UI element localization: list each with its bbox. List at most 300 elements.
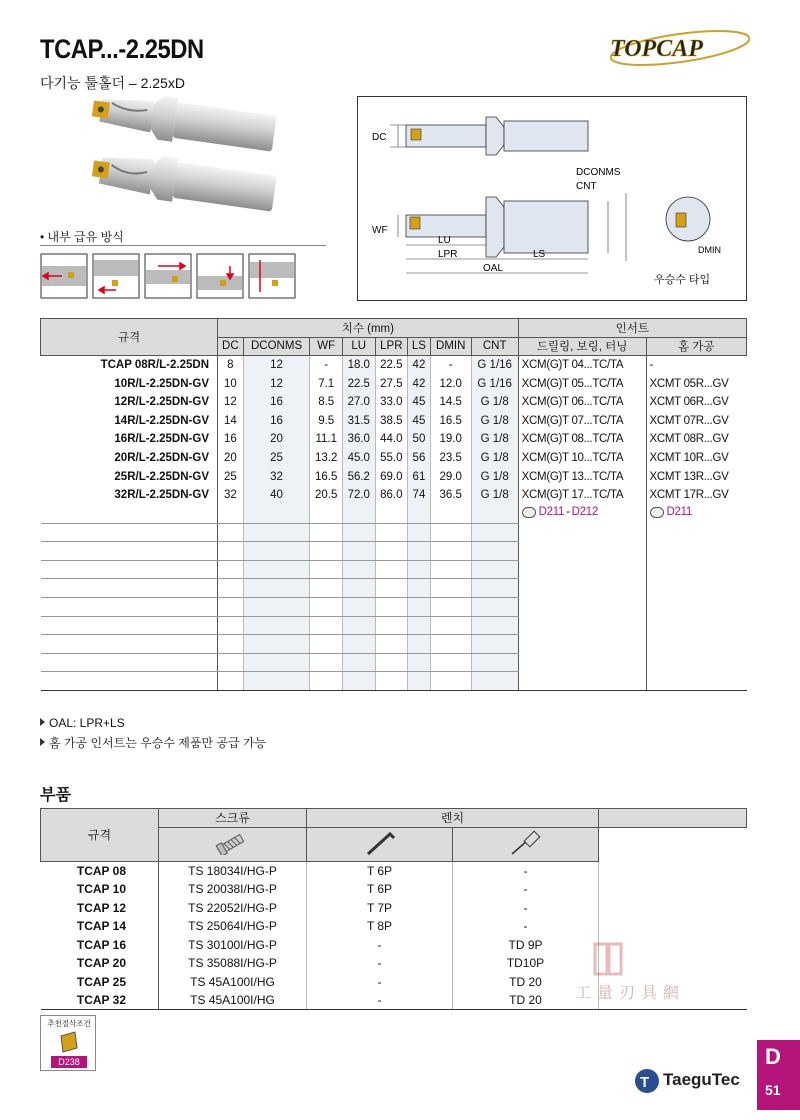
col-insert-0: 드릴링, 보링, 터닝 — [518, 337, 646, 356]
cell-ins2 — [646, 597, 747, 616]
row-code — [41, 597, 218, 616]
cell-dconms — [243, 616, 310, 635]
cell-wf — [310, 616, 343, 635]
cell-code: TCAP 10 — [41, 880, 159, 899]
cell-dconms: 40 — [243, 486, 310, 505]
cell-w1: - — [307, 973, 453, 992]
product-photo — [80, 92, 310, 227]
empty-row — [41, 560, 747, 579]
cell-ins2 — [646, 579, 747, 598]
cell-lu: 22.5 — [342, 374, 375, 393]
cell-ins2 — [646, 542, 747, 561]
cell-cnt — [471, 597, 518, 616]
cell-ins2 — [646, 672, 747, 691]
watermark-text: 工量刃具網 — [575, 983, 686, 1002]
cell-dc: 8 — [218, 356, 244, 375]
col-dc: DC — [218, 337, 244, 356]
cell-w2: TD 20 — [453, 991, 599, 1010]
cell-lu: 18.0 — [342, 356, 375, 375]
cell-wf: 9.5 — [310, 411, 343, 430]
cell-lu: 27.0 — [342, 393, 375, 412]
cell-code: TCAP 14 — [41, 917, 159, 936]
row-code: TCAP 08R/L-2.25DN — [41, 356, 218, 375]
cell-lpr — [375, 653, 408, 672]
cell-ls: 45 — [408, 411, 431, 430]
cell-cnt: G 1/8 — [471, 467, 518, 486]
cell-dc — [218, 653, 244, 672]
cell-ins1 — [518, 672, 646, 691]
cell-w1: - — [307, 991, 453, 1010]
cell-ins1 — [518, 560, 646, 579]
cell-ls: 42 — [408, 356, 431, 375]
cell-ls: 50 — [408, 430, 431, 449]
cell-wf — [310, 653, 343, 672]
row-code — [41, 523, 218, 542]
cell-wf: - — [310, 356, 343, 375]
cell-dconms — [243, 597, 310, 616]
cell-wf — [310, 635, 343, 654]
cell-cnt — [471, 672, 518, 691]
col-ls: LS — [408, 337, 431, 356]
col-wf: WF — [310, 337, 343, 356]
cell-dconms — [243, 523, 310, 542]
table-row — [41, 356, 747, 375]
col-group-insert: 인서트 — [518, 319, 746, 338]
row-code: 16R/L-2.25DN-GV — [41, 430, 218, 449]
empty-row — [41, 579, 747, 598]
cell-ls — [408, 597, 431, 616]
cell-ins1 — [518, 542, 646, 561]
cell-wf: 11.1 — [310, 430, 343, 449]
cell-ins2: XCMT 07R...GV — [646, 411, 747, 430]
cell-dc: 20 — [218, 449, 244, 468]
note-oal — [40, 716, 125, 730]
cell-cnt: G 1/8 — [471, 430, 518, 449]
cell-dconms: 12 — [243, 374, 310, 393]
ref-page: D211 — [666, 506, 692, 519]
empty-row — [41, 653, 747, 672]
cell-lpr — [375, 597, 408, 616]
taegutec-logo-icon — [634, 1068, 660, 1094]
cell-blank — [599, 861, 747, 880]
cell-ins2 — [646, 504, 747, 523]
cell-ins1: XCM(G)T 05...TC/TA — [518, 374, 646, 393]
row-code — [41, 635, 218, 654]
cell-cnt — [471, 653, 518, 672]
cell-dc — [218, 616, 244, 635]
cell-wf: 16.5 — [310, 467, 343, 486]
cell-lpr — [375, 672, 408, 691]
cell-ins2: XCMT 05R...GV — [646, 374, 747, 393]
cell-dconms: 20 — [243, 430, 310, 449]
cell-ins2 — [646, 560, 747, 579]
row-code: 20R/L-2.25DN-GV — [41, 449, 218, 468]
cell-cnt — [471, 560, 518, 579]
cell-dconms — [243, 635, 310, 654]
cell-ins1: XCM(G)T 13...TC/TA — [518, 467, 646, 486]
magnifier-icon — [522, 507, 536, 518]
cell-wf: 8.5 — [310, 393, 343, 412]
cell-dmin — [430, 616, 471, 635]
cell-w2: TD 9P — [453, 935, 599, 954]
cell-dconms — [243, 560, 310, 579]
parts-col-code: 규격 — [41, 809, 159, 862]
cell-lu — [342, 597, 375, 616]
cell-w1: - — [307, 954, 453, 973]
ref-page-b: D212 — [571, 506, 598, 519]
note-oal-text: OAL: LPR+LS — [49, 716, 125, 730]
cell-w2: - — [453, 898, 599, 917]
cell-lu — [342, 672, 375, 691]
col-dconms: DCONMS — [243, 337, 310, 356]
cell-cnt: G 1/16 — [471, 374, 518, 393]
empty-row — [41, 523, 747, 542]
cell-ls — [408, 672, 431, 691]
label-type: 우승수 타입 — [654, 274, 711, 286]
cell-ls: 61 — [408, 467, 431, 486]
ref-sep: - — [566, 506, 570, 519]
row-code — [41, 560, 218, 579]
empty-row — [41, 672, 747, 691]
cell-dc — [218, 504, 244, 523]
cell-dmin — [430, 542, 471, 561]
cell-lu: 72.0 — [342, 486, 375, 505]
cell-wf: 7.1 — [310, 374, 343, 393]
cell-ins2 — [646, 616, 747, 635]
topcap-logo — [604, 26, 750, 68]
cell-dconms — [243, 579, 310, 598]
cell-w2: TD 20 — [453, 973, 599, 992]
cell-lu: 45.0 — [342, 449, 375, 468]
empty-row — [41, 616, 747, 635]
cell-ins1: XCM(G)T 06...TC/TA — [518, 393, 646, 412]
cell-ls — [408, 616, 431, 635]
label-dmin: DMIN — [698, 245, 721, 255]
cell-lu: 56.2 — [342, 467, 375, 486]
cell-screw: TS 20038I/HG-P — [159, 880, 307, 899]
cell-ins2: XCMT 13R...GV — [646, 467, 747, 486]
cell-cnt: G 1/8 — [471, 393, 518, 412]
cell-wf — [310, 523, 343, 542]
cell-w1: - — [307, 935, 453, 954]
cutting-condition-page: D238 — [51, 1056, 87, 1068]
cell-dmin — [430, 560, 471, 579]
cell-dmin: - — [430, 356, 471, 375]
cell-dc: 14 — [218, 411, 244, 430]
cell-ins1 — [518, 616, 646, 635]
cell-screw: TS 30100I/HG-P — [159, 935, 307, 954]
parts-col-blank — [599, 809, 747, 828]
bullet-icon — [40, 718, 45, 726]
cell-blank — [599, 917, 747, 936]
col-lu: LU — [342, 337, 375, 356]
cell-ins2: XCMT 17R...GV — [646, 486, 747, 505]
cell-code: TCAP 20 — [41, 954, 159, 973]
row-code: 14R/L-2.25DN-GV — [41, 411, 218, 430]
cell-cnt — [471, 579, 518, 598]
cell-w1: T 7P — [307, 898, 453, 917]
cell-dc — [218, 579, 244, 598]
cell-dmin — [430, 672, 471, 691]
label-wf: WF — [372, 225, 388, 236]
col-insert-1: 홈 가공 — [646, 337, 747, 356]
table-row — [41, 411, 747, 430]
col-dmin: DMIN — [430, 337, 471, 356]
empty-row — [41, 542, 747, 561]
cell-ls: 45 — [408, 393, 431, 412]
cell-lpr: 86.0 — [375, 486, 408, 505]
cell-dmin: 23.5 — [430, 449, 471, 468]
section-letter: D — [765, 1044, 781, 1069]
cell-dmin — [430, 523, 471, 542]
cell-dmin — [430, 504, 471, 523]
row-code: 25R/L-2.25DN-GV — [41, 467, 218, 486]
table-row — [41, 430, 747, 449]
cell-ins2: XCMT 10R...GV — [646, 449, 747, 468]
cell-dmin: 29.0 — [430, 467, 471, 486]
cell-lpr: 55.0 — [375, 449, 408, 468]
cell-lu: 31.5 — [342, 411, 375, 430]
cell-lpr: 69.0 — [375, 467, 408, 486]
operation-icons — [40, 252, 300, 300]
cell-ls — [408, 523, 431, 542]
cell-ls: 56 — [408, 449, 431, 468]
cell-lpr — [375, 523, 408, 542]
cell-ins2: - — [646, 356, 747, 375]
table-row — [41, 861, 747, 880]
empty-row — [41, 504, 747, 523]
cell-screw: TS 25064I/HG-P — [159, 917, 307, 936]
l-wrench-icon — [360, 828, 400, 858]
cell-lpr: 44.0 — [375, 430, 408, 449]
cell-dc — [218, 672, 244, 691]
cell-wf — [310, 504, 343, 523]
catalog-ref-1[interactable] — [522, 506, 598, 518]
cutting-condition-ref[interactable] — [40, 1015, 96, 1071]
coolant-note: • 내부 급유 방식 — [40, 230, 124, 244]
page-subtitle: 다기능 툴홀더 – 2.25xD — [40, 75, 185, 91]
label-lpr: LPR — [438, 249, 458, 260]
cell-ins1: XCM(G)T 10...TC/TA — [518, 449, 646, 468]
insert-icon — [57, 1030, 81, 1054]
screw-icon — [213, 831, 253, 855]
cell-ins2 — [646, 653, 747, 672]
magnifier-icon — [650, 507, 664, 518]
row-code — [41, 653, 218, 672]
cell-dmin: 12.0 — [430, 374, 471, 393]
cell-lpr — [375, 635, 408, 654]
cell-dc: 10 — [218, 374, 244, 393]
cell-blank — [599, 880, 747, 899]
cell-dconms: 16 — [243, 411, 310, 430]
table-row — [41, 917, 747, 936]
cell-w1: T 8P — [307, 917, 453, 936]
cell-lpr — [375, 579, 408, 598]
table-row — [41, 449, 747, 468]
catalog-ref-2[interactable] — [650, 506, 692, 518]
cell-dmin — [430, 597, 471, 616]
row-code — [41, 504, 218, 523]
cell-w2: - — [453, 880, 599, 899]
cell-dconms: 25 — [243, 449, 310, 468]
cell-lu — [342, 542, 375, 561]
cell-code: TCAP 32 — [41, 991, 159, 1010]
cell-w2: TD10P — [453, 954, 599, 973]
cell-dc: 32 — [218, 486, 244, 505]
cell-wf — [310, 672, 343, 691]
cell-ins2 — [646, 635, 747, 654]
cell-lpr: 33.0 — [375, 393, 408, 412]
parts-col-wrench: 렌치 — [307, 809, 599, 828]
cell-lu — [342, 653, 375, 672]
cell-cnt — [471, 635, 518, 654]
cell-ins1: XCM(G)T 04...TC/TA — [518, 356, 646, 375]
cell-ls: 42 — [408, 374, 431, 393]
page-number: 51 — [765, 1082, 781, 1098]
note-groove — [40, 734, 266, 751]
cell-blank — [599, 898, 747, 917]
label-lu: LU — [438, 235, 451, 246]
cell-dc — [218, 560, 244, 579]
row-code: 12R/L-2.25DN-GV — [41, 393, 218, 412]
cell-cnt — [471, 616, 518, 635]
cell-ins1 — [518, 653, 646, 672]
empty-row — [41, 635, 747, 654]
cutting-condition-label: 추천절삭조건 — [47, 1019, 91, 1028]
label-dc: DC — [372, 132, 387, 143]
cell-screw: TS 35088I/HG-P — [159, 954, 307, 973]
cell-ins2 — [646, 523, 747, 542]
cell-dc: 16 — [218, 430, 244, 449]
row-code: 10R/L-2.25DN-GV — [41, 374, 218, 393]
cell-ins1 — [518, 635, 646, 654]
wrench-td-image — [453, 827, 599, 861]
cell-dc — [218, 523, 244, 542]
cell-dc — [218, 542, 244, 561]
table-row — [41, 374, 747, 393]
cell-w2: - — [453, 861, 599, 880]
table-row — [41, 880, 747, 899]
cell-ls — [408, 504, 431, 523]
cell-ls: 74 — [408, 486, 431, 505]
cell-ins1: XCM(G)T 08...TC/TA — [518, 430, 646, 449]
cell-dconms: 12 — [243, 356, 310, 375]
table-row — [41, 486, 747, 505]
cell-dconms: 16 — [243, 393, 310, 412]
cell-dc — [218, 635, 244, 654]
cell-code: TCAP 16 — [41, 935, 159, 954]
cell-screw: TS 18034I/HG-P — [159, 861, 307, 880]
cell-lu — [342, 523, 375, 542]
cell-dmin: 14.5 — [430, 393, 471, 412]
cell-code: TCAP 08 — [41, 861, 159, 880]
cell-cnt: G 1/8 — [471, 449, 518, 468]
label-dconms: DCONMS — [576, 167, 621, 178]
cell-ins2: XCMT 08R...GV — [646, 430, 747, 449]
cell-ins1: XCM(G)T 17...TC/TA — [518, 486, 646, 505]
cell-wf — [310, 542, 343, 561]
page-title: TCAP...-2.25DN — [40, 34, 204, 64]
cell-w1: T 6P — [307, 861, 453, 880]
col-lpr: LPR — [375, 337, 408, 356]
svg-text:T: T — [640, 1074, 650, 1091]
table-row — [41, 467, 747, 486]
cell-cnt — [471, 523, 518, 542]
cell-dmin: 16.5 — [430, 411, 471, 430]
cell-code: TCAP 12 — [41, 898, 159, 917]
table-row — [41, 393, 747, 412]
parts-col-screw: 스크류 — [159, 809, 307, 828]
brand-name: TaeguTec — [663, 1070, 740, 1089]
cell-wf: 13.2 — [310, 449, 343, 468]
cell-cnt: G 1/8 — [471, 411, 518, 430]
cell-dmin: 19.0 — [430, 430, 471, 449]
row-code — [41, 616, 218, 635]
cell-lpr: 38.5 — [375, 411, 408, 430]
cell-lpr — [375, 504, 408, 523]
cell-w2: - — [453, 917, 599, 936]
cell-cnt: G 1/8 — [471, 486, 518, 505]
ref-page-a: D211 — [538, 506, 565, 519]
cell-lpr — [375, 616, 408, 635]
note-groove-text: 홈 가공 인서트는 우승수 제품만 공급 가능 — [49, 736, 267, 750]
cell-w1: T 6P — [307, 880, 453, 899]
cell-lu — [342, 579, 375, 598]
cell-lu — [342, 504, 375, 523]
screwdriver-icon — [506, 828, 546, 858]
cell-dc: 25 — [218, 467, 244, 486]
label-ls: LS — [533, 249, 546, 260]
cell-ins1 — [518, 579, 646, 598]
row-code: 32R/L-2.25DN-GV — [41, 486, 218, 505]
cell-dconms — [243, 504, 310, 523]
cell-ins1 — [518, 523, 646, 542]
parts-title: 부품 — [40, 787, 71, 804]
cell-ins1 — [518, 597, 646, 616]
cell-screw: TS 45A100I/HG — [159, 991, 307, 1010]
row-code — [41, 579, 218, 598]
table-row — [41, 898, 747, 917]
cell-ins2: XCMT 06R...GV — [646, 393, 747, 412]
cell-lpr: 22.5 — [375, 356, 408, 375]
cell-lu — [342, 616, 375, 635]
col-group-dims: 치수 (mm) — [218, 319, 519, 338]
cell-lpr: 27.5 — [375, 374, 408, 393]
cell-screw: TS 22052I/HG-P — [159, 898, 307, 917]
row-code — [41, 542, 218, 561]
empty-row — [41, 597, 747, 616]
divider — [40, 245, 326, 246]
section-tab — [757, 1040, 800, 1110]
cell-ins1: XCM(G)T 07...TC/TA — [518, 411, 646, 430]
cell-cnt: G 1/16 — [471, 356, 518, 375]
bullet-icon — [40, 738, 45, 746]
cell-wf — [310, 597, 343, 616]
cell-dmin — [430, 635, 471, 654]
screw-image — [159, 827, 307, 861]
cell-cnt — [471, 504, 518, 523]
cell-ins1 — [518, 504, 646, 523]
cell-lu: 36.0 — [342, 430, 375, 449]
cell-lpr — [375, 542, 408, 561]
cell-cnt — [471, 542, 518, 561]
cell-wf — [310, 579, 343, 598]
cell-wf — [310, 560, 343, 579]
cell-dc — [218, 597, 244, 616]
cell-wf: 20.5 — [310, 486, 343, 505]
col-cnt: CNT — [471, 337, 518, 356]
cell-ls — [408, 635, 431, 654]
